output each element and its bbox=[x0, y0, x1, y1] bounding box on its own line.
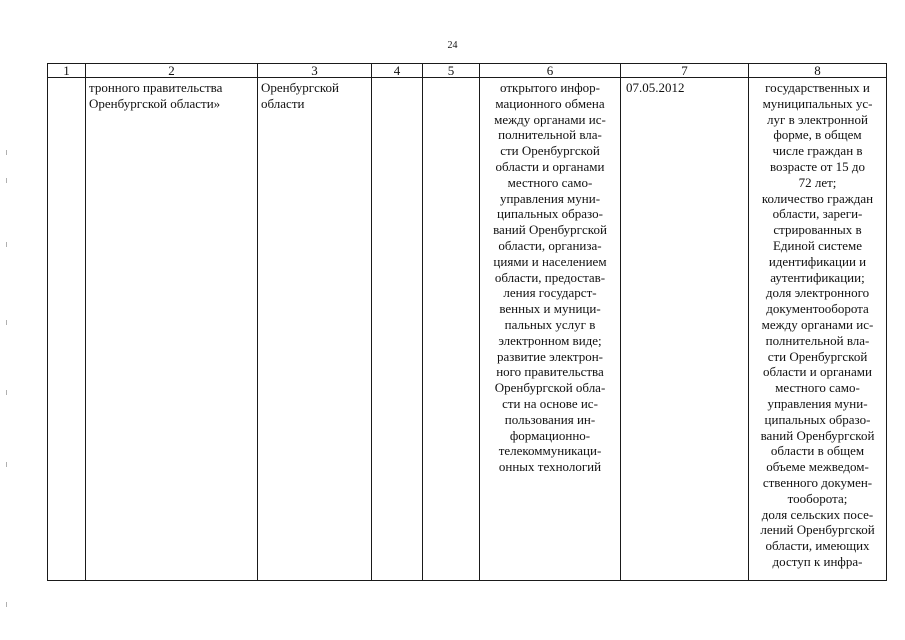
margin-mark bbox=[6, 242, 7, 247]
column-header-7: 7 bbox=[621, 64, 749, 78]
margin-mark bbox=[6, 602, 7, 607]
cell-col-1 bbox=[48, 78, 86, 581]
column-number-row bbox=[48, 64, 887, 78]
cell-col-5 bbox=[423, 78, 480, 581]
margin-mark bbox=[6, 462, 7, 467]
cell-col-4 bbox=[372, 78, 423, 581]
column-header-5: 5 bbox=[423, 64, 480, 78]
cell-indicators bbox=[749, 78, 887, 581]
scan-margin-marks bbox=[6, 150, 10, 620]
cell-date bbox=[621, 78, 749, 581]
column-header-3: 3 bbox=[258, 64, 372, 78]
column-header-4: 4 bbox=[372, 64, 423, 78]
margin-mark bbox=[6, 390, 7, 395]
cell-text: государственных и муниципальных ус- луг в электронной форме, в общем числе граждан в возрасте от 15 до 72 лет; количество граждан области, зареги- стрированных в Единой системе идентификации и аутентификации; доля электронного документооборота между органами ис- полнительной вла- сти Оренбургской области и органами местного само- управления муни- ципальных образо- ваний Оренбургской области в общем объеме межведом- ственного докумен- тооборота; доля сельских посе- лений Оренбургской области, имеющих доступ к инфра- bbox=[760, 80, 875, 569]
cell-executor bbox=[258, 78, 372, 581]
margin-mark bbox=[6, 178, 7, 183]
cell-text: тронного правительства Оренбургской области» bbox=[89, 80, 223, 111]
margin-mark bbox=[6, 320, 7, 325]
column-header-2: 2 bbox=[86, 64, 258, 78]
column-header-6: 6 bbox=[480, 64, 621, 78]
cell-goals bbox=[480, 78, 621, 581]
margin-mark bbox=[6, 150, 7, 155]
table-row bbox=[48, 78, 887, 581]
cell-program-name bbox=[86, 78, 258, 581]
column-header-8: 8 bbox=[749, 64, 887, 78]
column-header-1: 1 bbox=[48, 64, 86, 78]
document-table bbox=[47, 63, 887, 581]
page-number: 24 bbox=[447, 40, 458, 51]
cell-text: 07.05.2012 bbox=[626, 80, 685, 95]
cell-text: открытого инфор- мационного обмена между органами ис- полнительной вла- сти Оренбургской области и органами местного само- управления муни- ципальных образо- ваний Оренбургской области, организа- циями и населением области, предостав- ления государст- венных и муници- пальных услуг в электронном виде; развитие электрон- ного правительства Оренбургской обла- сти на основе ис- пользования ин- формационно- телекоммуникаци- онных технологий bbox=[493, 80, 607, 475]
cell-text: Оренбургской области bbox=[261, 80, 339, 111]
